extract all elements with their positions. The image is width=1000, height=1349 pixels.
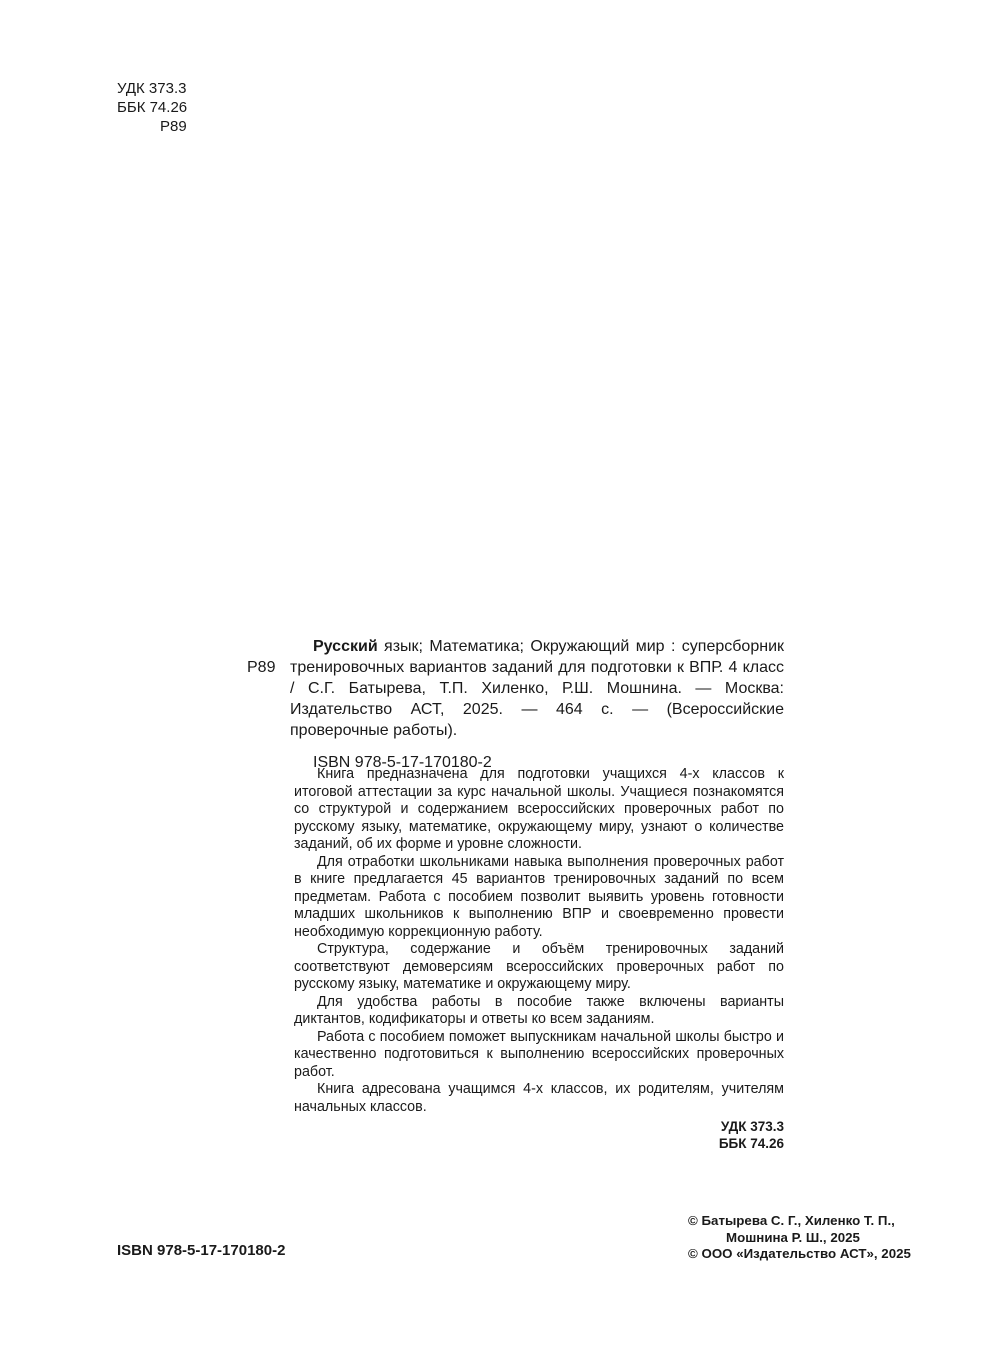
entry-text: язык; Математика; Окружающий мир : суперсборник тренировочных вариантов заданий для подготовки к ВПР. 4 класс / С.Г. Батырева, Т.П. Хиленко, Р.Ш. Мошнина. — Москва: Издательство АСТ, 2025. — 464 с. — (Всероссийские проверочные работы). — [290, 638, 784, 739]
annotation-paragraph: Работа с пособием поможет выпускникам начальной школы быстро и качественно подготовиться к выполнению всероссийских проверочных работ. — [294, 1028, 784, 1080]
annotation-paragraph: Книга предназначена для подготовки учащихся 4-х классов к итоговой аттестации за курс начальной школы. Учащиеся познакомятся со структурой и содержанием всероссийских проверочных работ по русскому языку, математике, окружающему миру, узнают о количестве заданий, об их форме и уровне сложности. — [294, 766, 784, 852]
annotation — [294, 766, 784, 1116]
annotation-paragraph: Структура, содержание и объём тренировочных заданий соответствуют демоверсиям всероссийских проверочных работ по русскому языку, математике и окружающему миру. — [294, 941, 784, 992]
annotation-paragraph: Книга адресована учащимся 4-х классов, их родителям, учителям начальных классов. — [294, 1081, 784, 1115]
bibliographic-description — [290, 636, 784, 773]
isbn-bottom: ISBN 978-5-17-170180-2 — [117, 1242, 286, 1259]
annotation-paragraph: Для отработки школьниками навыка выполнения проверочных работ в книге предлагается 45 вариантов тренировочных заданий по всем предметам. Работа с пособием позволит выявить уровень готовности младших школьников к выполнению ВПР и своевременно провести необходимую коррекционную работу. — [294, 853, 784, 940]
udk-code-bottom: УДК 373.3 — [720, 1119, 784, 1134]
author-mark-side: Р89 — [247, 659, 276, 676]
author-mark-code: Р89 — [160, 118, 187, 135]
copyright-authors: © Батырева С. Г., Хиленко Т. П., — [688, 1213, 895, 1228]
udk-code: УДК 373.3 — [117, 80, 187, 97]
entry-title-bold: Русский — [313, 638, 378, 655]
bibliographic-entry — [290, 636, 784, 741]
bbk-code-bottom: ББК 74.26 — [718, 1135, 784, 1151]
copyright-block — [688, 1213, 911, 1263]
bbk-code: ББК 74.26 — [117, 99, 188, 116]
bibliographic-isbn: ISBN 978-5-17-170180-2 — [313, 754, 492, 771]
copyright-publisher: © ООО «Издательство АСТ», 2025 — [688, 1246, 911, 1261]
bottom-classification-codes — [719, 1119, 784, 1152]
top-classification-codes — [117, 79, 187, 136]
annotation-paragraph: Для удобства работы в пособие также включены варианты диктантов, кодификаторы и ответы ко всем заданиям. — [294, 993, 784, 1027]
copyright-authors-cont: Мошнина Р. Ш., 2025 — [726, 1229, 860, 1245]
